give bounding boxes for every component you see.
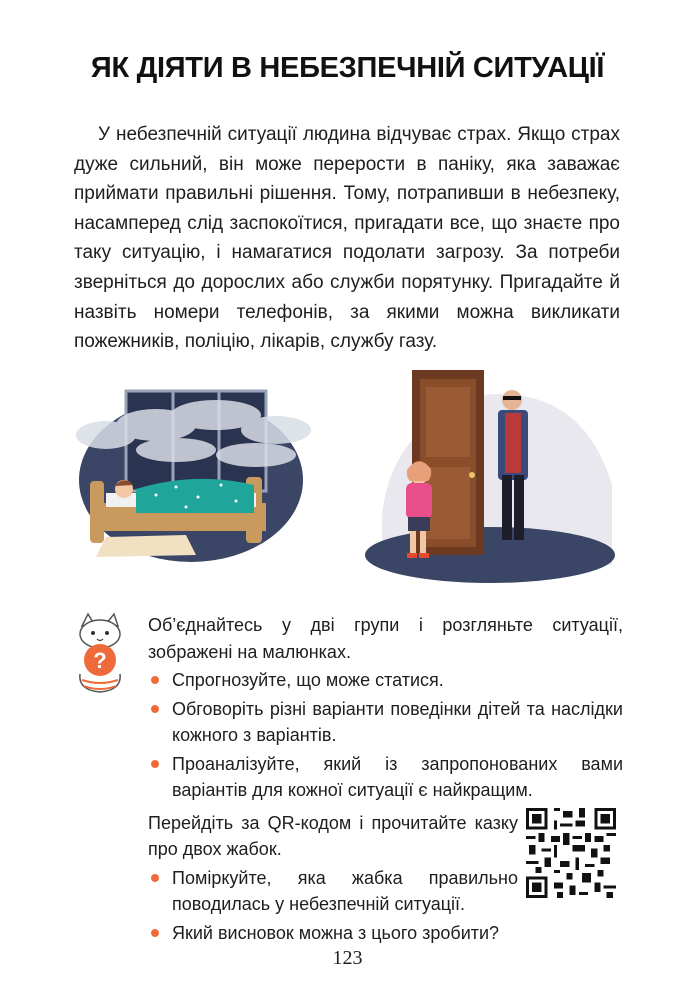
bullet-text: Спрогнозуйте, що може статися.: [172, 670, 444, 690]
list-item: [148, 920, 623, 947]
question-glyph: ?: [93, 648, 107, 673]
qr-task-bullets-last: [148, 920, 623, 947]
bullet-text: Проаналізуйте, який із запропонованих вами варіантів для кожної ситуації є найкращим.: [172, 753, 623, 800]
page-title: ЯК ДІЯТИ В НЕБЕЗПЕЧНІЙ СИТУАЦІЇ: [90, 52, 605, 84]
cat-question-icon: [70, 612, 130, 694]
page-number: 123: [332, 947, 363, 969]
bullet-dot-icon: [151, 705, 159, 713]
list-item: [148, 696, 623, 749]
intro-paragraph: [74, 120, 620, 357]
bullet-dot-icon: [151, 760, 159, 768]
bullet-text: Який висновок можна з цього зробити?: [172, 922, 500, 943]
task-bullets: [148, 667, 623, 804]
intro-text: У небезпечній ситуації людина відчуває страх. Якщо страх дуже сильний, він може перерости в паніку, яка заважає приймати правильні рішення. Тому, потрапивши в небезпеку, насамперед слід заспокоїтися, пригадати все, що знаєте про таку ситуацію, і намагатися подолати загрозу. За потреби зверніться до дорослих або служби порятунку. Пригадайте й назвіть номери телефонів, за якими можна викликати пожежників, поліцію, лікарів, службу газу.: [74, 124, 620, 353]
task-intro: Об’єднайтесь у дві групи і розгляньте ситуації, зображені на малюнках.: [148, 615, 623, 662]
qr-task-intro: Перейдіть за QR-кодом і прочитайте казку про двох жабок.: [148, 812, 518, 859]
bullet-text: Обговоріть різні варіанти поведінки дітей та наслідки кожного з варіантів.: [172, 698, 623, 745]
bullet-dot-icon: [151, 874, 159, 882]
qr-task-bullets: [148, 865, 518, 918]
bullet-dot-icon: [151, 676, 159, 684]
list-item: [148, 751, 623, 804]
qr-code[interactable]: [526, 808, 616, 898]
bullet-dot-icon: [151, 929, 159, 937]
qr-task: [148, 810, 518, 918]
list-item: [148, 865, 518, 918]
smoke-bedroom-illustration: [76, 385, 326, 565]
stranger-door-illustration: [362, 365, 618, 585]
list-item: [148, 667, 623, 694]
bullet-text: Поміркуйте, яка жабка правильно поводилась у небезпечній ситуації.: [172, 867, 518, 914]
